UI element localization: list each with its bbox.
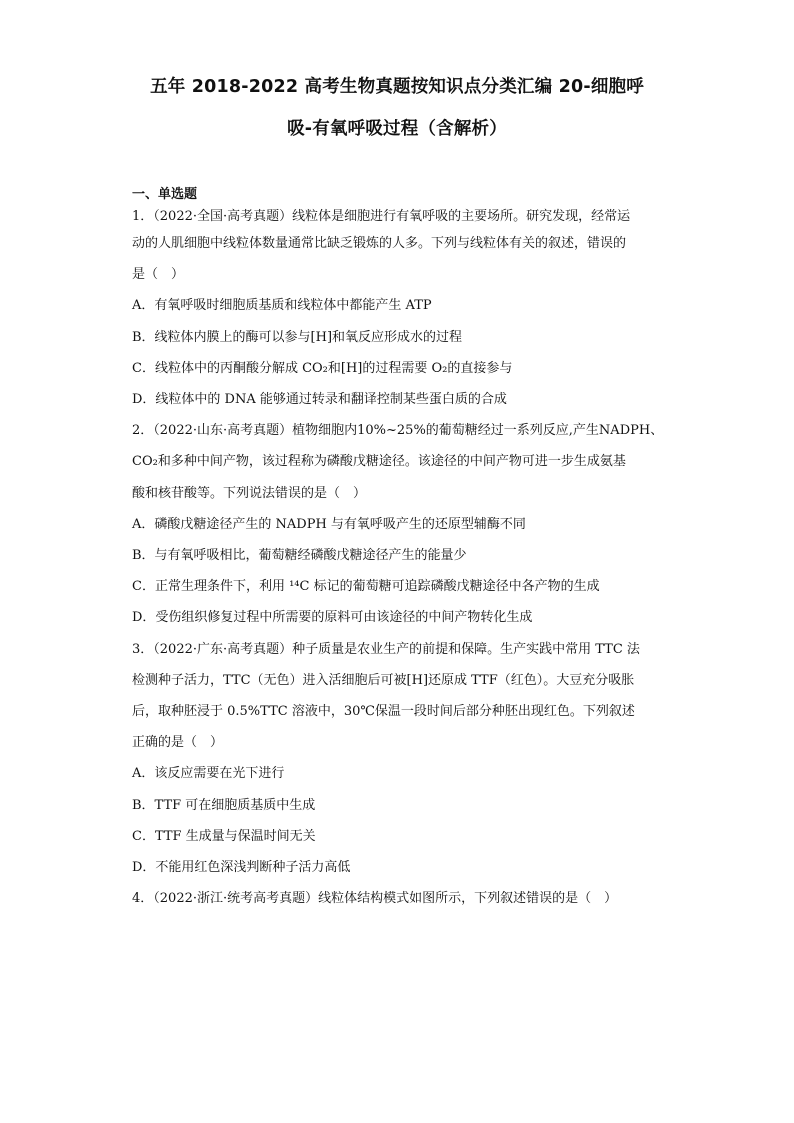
- title-line-1: 五年 2018-2022 高考生物真题按知识点分类汇编 20-细胞呼: [150, 77, 644, 97]
- question-stem-line: 1．（2022·全国·高考真题）线粒体是细胞进行有氧呼吸的主要场所。研究发现，经常运: [132, 209, 631, 224]
- question-1: [132, 206, 662, 415]
- question-stem-line: 后，取种胚浸于 0.5%TTC 溶液中，30℃保温一段时间后部分种胚出现红色。下列叙述: [132, 704, 635, 720]
- title-line-2: 吸-有氧呼吸过程（含解析）: [287, 119, 507, 139]
- option-c: C．TTF 生成量与保温时间无关: [132, 828, 316, 844]
- option-a: A．有氧呼吸时细胞质基质和线粒体中都能产生 ATP: [132, 298, 432, 314]
- question-stem-line: 正确的是（ ）: [132, 735, 224, 751]
- option-b: B．线粒体内膜上的酶可以参与[H]和氧反应形成水的过程: [132, 329, 463, 345]
- option-d: D．线粒体中的 DNA 能够通过转录和翻译控制某些蛋白质的合成: [132, 392, 507, 408]
- option-b: B．与有氧呼吸相比，葡萄糖经磷酸戊糖途径产生的能量少: [132, 548, 467, 564]
- question-stem-line: 动的人肌细胞中线粒体数量通常比缺乏锻炼的人多。下列与线粒体有关的叙述，错误的: [132, 236, 627, 251]
- question-stem-line: 是（ ）: [132, 267, 185, 283]
- option-c: C．线粒体中的丙酮酸分解成 CO₂和[H]的过程需要 O₂的直接参与: [132, 360, 513, 376]
- question-3: [132, 634, 662, 884]
- question-2: [132, 415, 662, 633]
- option-d: D．不能用红色深浅判断种子活力高低: [132, 860, 351, 876]
- option-c: C．正常生理条件下，利用 ¹⁴C 标记的葡萄糖可追踪磷酸戊糖途径中各产物的生成: [132, 579, 600, 595]
- question-stem-line: 4．（2022·浙江·统考高考真题）线粒体结构模式如图所示，下列叙述错误的是（ ）: [132, 891, 618, 907]
- question-stem-line: 3．（2022·广东·高考真题）种子质量是农业生产的前提和保障。生产实践中常用 TTC 法: [132, 641, 640, 657]
- question-stem-line: 检测种子活力，TTC（无色）进入活细胞后可被[H]还原成 TTF（红色）。大豆充分吸胀: [132, 672, 635, 688]
- section-heading: 一、单选题: [132, 187, 198, 202]
- option-a: A．磷酸戊糖途径产生的 NADPH 与有氧呼吸产生的还原型辅酶不同: [132, 516, 526, 532]
- option-d: D．受伤组织修复过程中所需要的原料可由该途径的中间产物转化生成: [132, 610, 533, 626]
- question-stem-line: 酸和核苷酸等。下列说法错误的是（ ）: [132, 485, 367, 501]
- question-stem-line: 2．（2022·山东·高考真题）植物细胞内10%~25%的葡萄糖经过一系列反应,产生NADPH、: [132, 423, 664, 439]
- document-title: [120, 66, 674, 150]
- document-body: [132, 184, 662, 914]
- option-b: B．TTF 可在细胞质基质中生成: [132, 797, 316, 813]
- question-stem-line: CO₂和多种中间产物，该过程称为磷酸戊糖途径。该途径的中间产物可进一步生成氨基: [132, 454, 626, 470]
- question-4: [132, 883, 662, 914]
- option-a: A．该反应需要在光下进行: [132, 766, 285, 782]
